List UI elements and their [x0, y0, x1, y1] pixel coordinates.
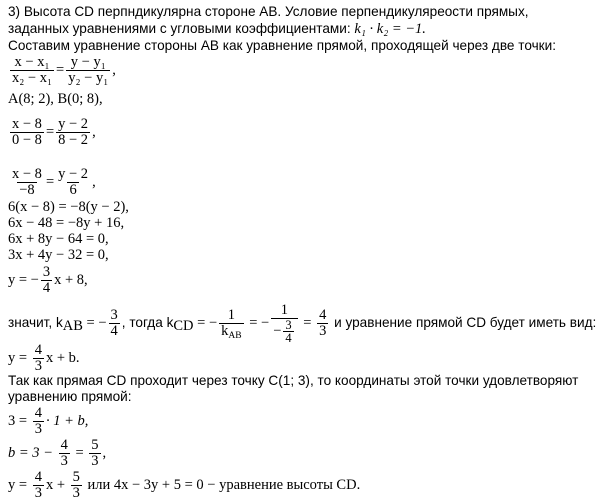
- equation-3: 6x + 8y − 64 = 0,: [8, 231, 109, 247]
- denominator: [219, 323, 243, 339]
- fraction: [56, 117, 90, 148]
- equals: =: [299, 315, 316, 332]
- denominator: 3: [60, 453, 68, 469]
- two-point-formula: $\frac{\text{x − x₁}}{\text{x₂ − x₁}}$ = $\frac{\text{y − y₁}}{\text{y₂ − y₁}}$ ,: [12, 54, 116, 86]
- final-tail: или 4x − 3y + 5 = 0 − уравнение высоты CD.: [83, 476, 361, 493]
- denominator: 3: [91, 453, 99, 469]
- fraction: [56, 167, 90, 198]
- numerator: y − y₁: [70, 54, 106, 70]
- punctuation: ,: [92, 173, 96, 190]
- nested-fraction: [283, 319, 293, 344]
- fraction: [33, 406, 44, 437]
- equation-1: 6(x − 8) = −8(y − 2),: [8, 199, 129, 215]
- slope-form: [8, 265, 88, 296]
- final-lhs: y =: [8, 476, 31, 493]
- numerator: 4: [60, 437, 68, 453]
- denominator: 0 − 8: [12, 132, 42, 148]
- b-eq2-lhs: b = 3 −: [8, 444, 57, 461]
- line-cd-tail: x + b.: [45, 349, 80, 366]
- denominator: 4: [110, 323, 118, 339]
- slope-form-tail: x + 8,: [54, 271, 88, 288]
- denominator: −8: [19, 182, 35, 198]
- subscript-cd: CD: [173, 318, 194, 335]
- denominator: 3: [34, 485, 42, 501]
- substitution-2: $\frac{x - 8}{-8}$ = $\frac{y - 2}{6}$ ,: [12, 166, 96, 198]
- fraction: [33, 343, 44, 374]
- denominator: y₂ − y₁: [68, 70, 109, 86]
- punctuation: ,: [102, 444, 107, 461]
- punctuation: ,: [92, 123, 96, 140]
- paragraph-2-line-1: Так как прямая CD проходит через точку C(1; 3), то координаты этой точки удовлетворяют: [8, 373, 579, 388]
- intro-line-2-text: заданных уравнениями с угловыми коэффициентами:: [8, 21, 351, 36]
- numerator: 4: [34, 342, 42, 358]
- fraction: [10, 117, 44, 148]
- b-equation-2: [8, 438, 106, 469]
- fraction: [71, 470, 82, 501]
- fraction: [10, 167, 44, 198]
- numerator: 1: [280, 302, 289, 318]
- paragraph-2-line-2: уравнению прямой:: [8, 389, 132, 404]
- numerator: 3: [42, 264, 51, 280]
- substitution-1: $\frac{x - 8}{0 - 8}$ = $\frac{y - 2}{8 - 2}$ ,: [12, 116, 96, 148]
- slopes-text-2: , тогда k: [121, 315, 174, 331]
- line-cd-equation: [8, 343, 80, 374]
- subscript-ab: AB: [228, 331, 242, 341]
- fraction: [59, 438, 70, 469]
- line-cd-lhs: y =: [8, 349, 31, 366]
- intro-line-3: Составим уравнение стороны AB как уравнение прямой, проходящей через две точки:: [8, 38, 556, 53]
- final-equation: [8, 470, 360, 501]
- numerator: x − 8: [12, 166, 42, 182]
- equals: =: [71, 444, 88, 461]
- numerator: 3: [285, 318, 292, 332]
- fraction: [219, 308, 243, 339]
- subscript-ab: AB: [62, 318, 83, 335]
- slopes-text-3: и уравнение прямой CD будет иметь вид:: [330, 315, 597, 331]
- fraction: [66, 55, 110, 86]
- denominator: 3: [34, 358, 42, 374]
- equals: = −: [193, 315, 218, 332]
- slopes-line: [8, 303, 596, 344]
- denominator: 8 − 2: [58, 132, 89, 148]
- numerator: x − x₁: [14, 54, 50, 70]
- intro-line-1: 3) Высота CD перпндикулярна стороне AB. Условие перпендикуляреости прямых,: [8, 4, 529, 19]
- denominator: x₂ − x₁: [12, 70, 53, 86]
- fraction: [33, 470, 44, 501]
- denominator: 4: [42, 280, 51, 296]
- equals: = −: [82, 315, 107, 332]
- b-eq1-lhs: 3 =: [8, 412, 31, 429]
- equals: = −: [245, 315, 270, 332]
- fraction: [41, 265, 52, 296]
- slopes-text-1: значит, k: [8, 315, 63, 331]
- denominator: 3: [319, 323, 327, 339]
- b-eq1-tail: · 1 + b,: [45, 412, 89, 429]
- numerator: 4: [34, 469, 42, 485]
- numerator: 3: [110, 307, 118, 323]
- points-line: A(8; 2), B(0; 8),: [8, 91, 103, 107]
- final-mid: x +: [45, 476, 69, 493]
- k-symbol: k: [221, 323, 229, 339]
- denominator: 4: [285, 331, 292, 345]
- numerator: y − 2: [58, 116, 89, 132]
- numerator: x − 8: [12, 116, 42, 132]
- denominator: − $\frac{3}{4}$: [271, 318, 297, 344]
- punctuation: ,: [112, 61, 116, 78]
- equation-4: 3x + 4y − 32 = 0,: [8, 247, 109, 263]
- intro-line-2: [8, 21, 426, 37]
- fraction: [271, 303, 297, 344]
- b-equation-1: [8, 406, 88, 437]
- slope-form-lhs: y = −: [8, 271, 39, 288]
- numerator: 1: [227, 307, 235, 323]
- denominator: 3: [72, 485, 80, 501]
- fraction: [109, 308, 120, 339]
- numerator: 5: [72, 469, 80, 485]
- numerator: 5: [91, 437, 99, 453]
- denominator: 3: [34, 421, 42, 437]
- equation-2: 6x − 48 = −8y + 16,: [8, 215, 125, 231]
- fraction: [317, 308, 328, 339]
- numerator: 4: [319, 307, 327, 323]
- numerator: y − 2: [58, 166, 89, 182]
- perpendicular-condition: k₁ · k₂ = −1.: [354, 21, 426, 37]
- denominator: 6: [69, 182, 77, 198]
- fraction: [10, 55, 54, 86]
- numerator: 4: [34, 405, 42, 421]
- fraction: [89, 438, 100, 469]
